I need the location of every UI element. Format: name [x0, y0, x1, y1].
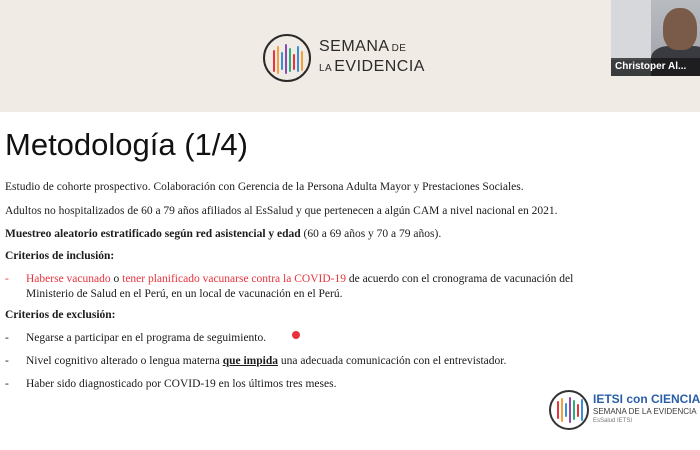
- semana-evidencia-logo: [263, 30, 425, 86]
- exclusion-heading: Criterios de exclusión:: [5, 309, 116, 321]
- exclusion-item-3: Haber sido diagnosticado por COVID-19 en los últimos tres meses.: [26, 378, 337, 390]
- inclusion-red-2: tener planificado vacunarse contra la COVID-19: [122, 273, 346, 285]
- footer-logo-subtitle: SEMANA DE LA EVIDENCIA: [593, 407, 697, 416]
- logo-line2-small: LA: [319, 63, 333, 74]
- logo-line2-main: EVIDENCIA: [334, 58, 425, 75]
- video-background: [611, 0, 651, 60]
- sampling-bold: Muestreo aleatorio estratificado según red asistencial y edad: [5, 228, 301, 240]
- exclusion-item-2-a: Nivel cognitivo alterado o lengua materna: [26, 355, 223, 367]
- participant-name-tag: Christoper Al...: [611, 58, 700, 76]
- logo-line1-main: SEMANA: [319, 38, 390, 55]
- inclusion-rest: de acuerdo con el cronograma de vacunación del: [345, 273, 574, 285]
- logo-mark-icon: [263, 34, 311, 82]
- exclusion-item-1: Negarse a participar en el programa de seguimiento.: [26, 332, 267, 344]
- exclusion-dash-3: -: [5, 378, 9, 390]
- study-design-line: Estudio de cohorte prospectivo. Colaboración con Gerencia de la Persona Adulta Mayor y Prestaciones Sociales.: [5, 181, 524, 193]
- inclusion-item-line1: [26, 273, 573, 285]
- exclusion-dash-2: -: [5, 355, 9, 367]
- footer-logo-mark-icon: [549, 390, 589, 430]
- footer-logo-caption: EsSalud IETSI: [593, 418, 633, 424]
- exclusion-dash-1: -: [5, 332, 9, 344]
- inclusion-red-1: Haberse vacunado: [26, 273, 111, 285]
- slide-title: Metodología (1/4): [5, 127, 248, 162]
- footer-logo-title: IETSI con CIENCIA: [593, 392, 700, 406]
- sampling-line: [5, 228, 441, 240]
- exclusion-item-2: [26, 355, 506, 367]
- participant-head: [663, 8, 697, 50]
- ietsi-footer-logo: [549, 388, 699, 436]
- participant-video-tile[interactable]: [611, 0, 700, 76]
- laser-pointer-dot: [292, 331, 300, 339]
- inclusion-dash: -: [5, 273, 9, 285]
- sampling-rest: (60 a 69 años y 70 a 79 años).: [300, 228, 442, 240]
- exclusion-item-2-emphasis: que impida: [222, 355, 279, 367]
- inclusion-mid: o: [110, 273, 123, 285]
- logo-line1-small: DE: [391, 43, 407, 54]
- exclusion-item-2-c: una adecuada comunicación con el entrevistador.: [278, 355, 507, 367]
- inclusion-heading: Criterios de inclusión:: [5, 250, 115, 262]
- inclusion-item-line2: Ministerio de Salud en el Perú, en un local de vacunación en el Perú.: [26, 288, 343, 300]
- population-line: Adultos no hospitalizados de 60 a 79 años afiliados al EsSalud y que pertenecen a algún CAM a nivel nacional en 2021.: [5, 205, 558, 217]
